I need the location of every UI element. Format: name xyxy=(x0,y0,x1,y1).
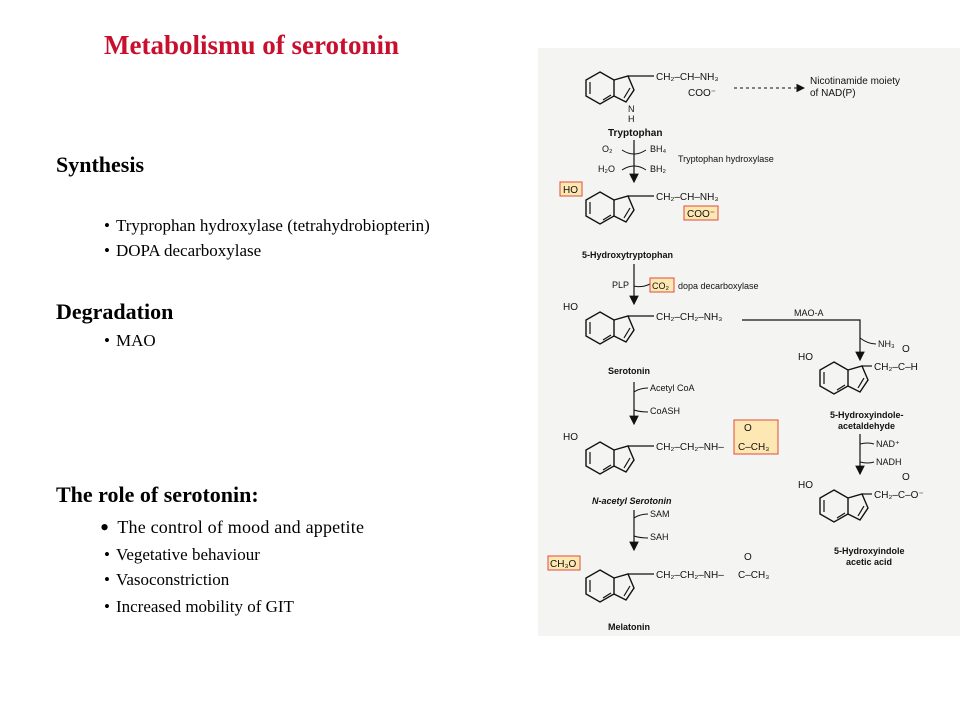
n-acetyl-hydroxyl: HO xyxy=(563,432,578,443)
melatonin-structure xyxy=(548,552,769,602)
serotonin-structure xyxy=(563,302,722,344)
acetic-acid-label-2: acetic acid xyxy=(846,557,893,567)
acid-oxygen: O xyxy=(902,472,910,483)
hydroxytryptophan-structure xyxy=(560,182,718,224)
water-product: H₂O xyxy=(598,164,615,174)
degradation-heading: Degradation xyxy=(56,299,174,324)
sah-product: SAH xyxy=(650,532,669,542)
carboxylate-group: COO⁻ xyxy=(687,209,716,220)
mao-a-label: MAO-A xyxy=(794,308,824,318)
synthesis-item: • DOPA decarboxylase xyxy=(104,241,261,261)
acetic-acid-structure xyxy=(798,472,924,522)
tryptophan-label: Tryptophan xyxy=(608,128,663,139)
plp-cofactor: PLP xyxy=(612,280,630,290)
hydroxyl-group: HO xyxy=(563,185,578,196)
melatonin-acetyl: C–CH₃ xyxy=(738,570,770,581)
n-acetyl-serotonin-label: N-acetyl Serotonin xyxy=(592,496,672,506)
indole-h-label: H xyxy=(628,114,635,124)
tryptophan-carboxylate: COO⁻ xyxy=(688,88,717,99)
n-acetyl-serotonin-structure xyxy=(563,420,778,474)
bh2-product: BH₂ xyxy=(650,164,666,174)
acetaldehyde-label-1: 5-Hydroxyindole- xyxy=(830,410,904,420)
methoxy-group: CH₃O xyxy=(550,559,577,570)
hydroxytryptophan-label: 5-Hydroxytryptophan xyxy=(582,250,674,260)
n-acetyl-chain: CH₂–CH₂–NH– xyxy=(656,442,724,453)
bh4-cofactor: BH₄ xyxy=(650,144,667,154)
synthesis-heading: Synthesis xyxy=(56,152,145,177)
acetaldehyde-hydroxyl: HO xyxy=(798,352,813,363)
aldehyde-oxygen: O xyxy=(902,344,910,355)
acetyl-oxygen: O xyxy=(744,423,752,434)
nicotinamide-label: Nicotinamide moiety xyxy=(810,76,901,87)
aldehyde-group: CH₂–C–H xyxy=(874,362,918,373)
serotonin-label: Serotonin xyxy=(608,366,650,376)
role-item: • Increased mobility of GIT xyxy=(104,597,294,617)
nadh-product: NADH xyxy=(876,457,902,467)
serotonin-pathway-diagram xyxy=(538,48,960,636)
melatonin-chain: CH₂–CH₂–NH– xyxy=(656,570,724,581)
role-item: • The control of mood and appetite xyxy=(100,517,364,538)
serotonin-chain: CH₂–CH₂–NH₃ xyxy=(656,312,723,323)
acetaldehyde-structure xyxy=(798,344,918,394)
role-item: • Vasoconstriction xyxy=(104,570,229,590)
acid-group: CH₂–C–O⁻ xyxy=(874,490,924,501)
coash-product: CoASH xyxy=(650,406,681,416)
degradation-item: • MAO xyxy=(104,331,156,351)
acetyl-group: C–CH₃ xyxy=(738,442,770,453)
acetyl-coa-cofactor: Acetyl CoA xyxy=(650,383,695,393)
melatonin-oxygen: O xyxy=(744,552,752,563)
acetic-acid-hydroxyl: HO xyxy=(798,480,813,491)
slide-title: Metabolismu of serotonin xyxy=(104,30,399,60)
carbon-dioxide-product: CO₂ xyxy=(652,281,669,291)
role-item: • Vegetative behaviour xyxy=(104,545,260,565)
serotonin-hydroxyl: HO xyxy=(563,302,578,313)
dopa-decarboxylase-label: dopa decarboxylase xyxy=(678,281,759,291)
sam-cofactor: SAM xyxy=(650,509,670,519)
hydroxytryptophan-chain: CH₂–CH–NH₃ xyxy=(656,192,719,203)
tryptophan-structure xyxy=(586,72,718,124)
nad-cofactor: NAD⁺ xyxy=(876,439,900,449)
indole-n-label: N xyxy=(628,104,635,114)
oxygen-cofactor: O₂ xyxy=(602,144,613,154)
nad-label: of NAD(P) xyxy=(810,88,856,99)
acetaldehyde-label-2: acetaldehyde xyxy=(838,421,896,431)
acetic-acid-label-1: 5-Hydroxyindole xyxy=(834,546,905,556)
melatonin-label: Melatonin xyxy=(608,622,650,632)
synthesis-item: • Tryprophan hydroxylase (tetrahydrobiopterin) xyxy=(104,216,430,236)
tryptophan-chain: CH₂–CH–NH₃ xyxy=(656,72,719,83)
tryptophan-hydroxylase-label: Tryptophan hydroxylase xyxy=(678,154,774,164)
role-heading: The role of serotonin: xyxy=(56,482,259,507)
ammonia-product: NH₃ xyxy=(878,339,895,349)
